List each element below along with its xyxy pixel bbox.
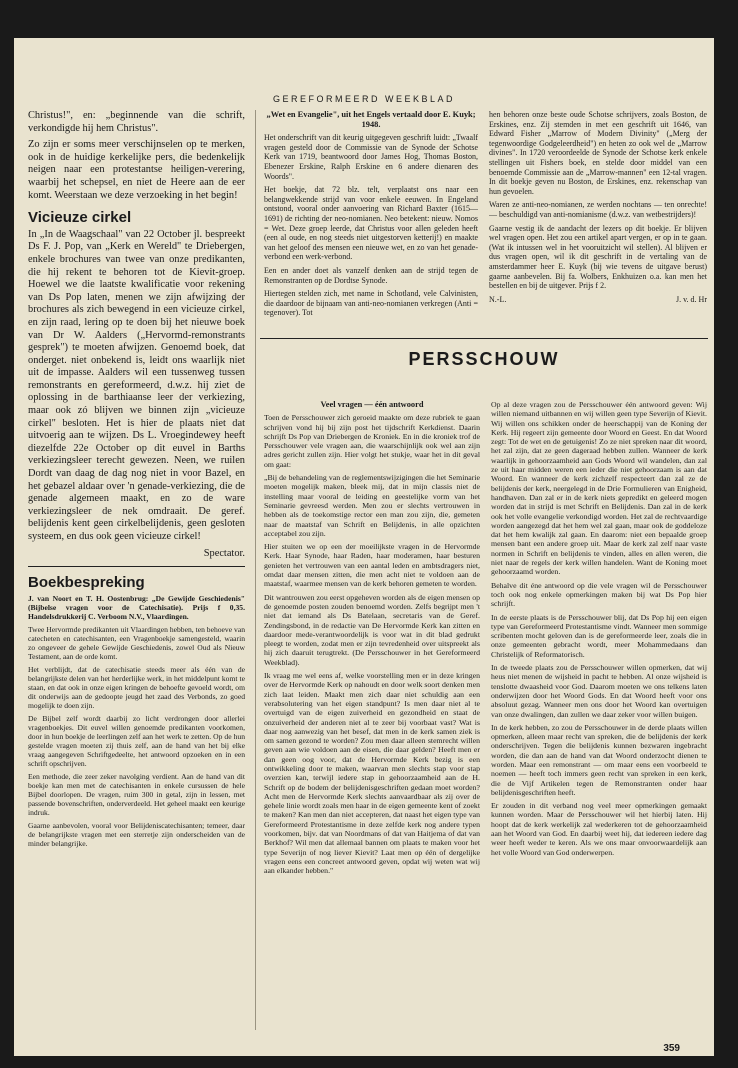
magazine-page — [14, 38, 714, 1056]
persschouw-q6: Er zouden in dit verband nog veel meer opmerkingen gemaakt kunnen worden. Maar de Persschouwer wil het hierbij laten. Hij hoopt dat de kerk werkelijk zal wederkeren tot de gehoorzaamheid aan het Woord van God. En daarbij weet hij, dat iedereen iedere dag weer heeft weder te keren. Als we ons maar onvoorwaardelijk aan het volle Woord van God onderwerpen. — [491, 801, 707, 857]
signature-left: N.-L. — [489, 294, 507, 304]
persschouw-right-column — [491, 400, 707, 1030]
intro-text: Christus!", en: „beginnende van die schrift, verkondigde hij hem Christus". — [28, 110, 245, 134]
persschouw-p2: „Bij de behandeling van de reglementswijzigingen die het Seminarie moeten mogelijk maken, bleek mij, dat in mijn classis niet de instelling maar vooral de leiding en geestelijke vorm van het Seminarie gevreesd werden. Men zou er slechts vertrouwen in hebben als de toekomstige rector een man zou zijn, die, gemeten naar de maatstaf van Schrift en Belijdenis, in alle opzichten acceptabel zou zijn. — [264, 473, 480, 538]
column-divider — [255, 110, 256, 1030]
persschouw-p3: Hier stuiten we op een der moeilijkste vragen in de Hervormde Kerk. Haar Synode, haar Raden, haar moderamen, haar besturen genieten het vertrouwen van een aantal leden en ambtsdragers niet, omdat daar mensen zitten, die men acht niet te voldoen aan de maatstaf, waarmee mensen van de kerk behoren gemeten te worden. — [264, 542, 480, 589]
signature-spectator: Spectator. — [203, 547, 245, 559]
wet-evangelie-p1: Het onderschrift van dit keurig uitgegeven geschrift luidt: „Twaalf vragen gesteld door de Commissie van de Synode der Schotse Kerk van 1719, beantwoord door James Hog, Thomas Boston, Ebenezer Erskine, Ralph Erskine en 6 andere dienaren des Woords". — [264, 133, 478, 181]
signature-right: J. v. d. Hr — [675, 294, 707, 304]
book-reference: J. van Noort en T. H. Oostenbrug: „De Gewijde Geschiedenis" (Bijbelse vragen voor de Catechisatie). Prijs f 0,35. Handelsdrukkerij C. Verboom N.V., Vlaardingen. — [28, 593, 245, 621]
persschouw-subtitle: Veel vragen — één antwoord — [320, 400, 424, 409]
persschouw-title: PERSSCHOUW — [408, 349, 560, 369]
persschouw-banner — [260, 338, 708, 370]
book-review-p1: Twee Hervormde predikanten uit Vlaardingen hebben, ten behoeve van catecheten en catechisanten, een Vragenboekje samengesteld, waarin zo ongeveer de gehele Gewijde Geschiedenis, zowel Oud als Nieuw Testament, aan de orde komt. — [28, 624, 245, 661]
wet-evangelie-p3: Een en ander doet als vanzelf denken aan de strijd tegen de Remonstranten op de Dordtse Synode. — [264, 265, 478, 285]
persschouw-q3: In de eerste plaats is de Persschouwer blij, dat Ds Pop hij een eigen type van Gereformeerd Protestantisme vindt. Wanneer men sommige scribenten mocht geloven dan is de gereformeerde leer, zoals die in onze gemeenten gebracht wordt, meer Mohammedaans dan Christelijk of Reformatorisch. — [491, 612, 707, 659]
book-review-p4: Een methode, die zeer zeker navolging verdient. Aan de hand van dit boekje kan men met de catechisanten in enkele cursussen de hele Bijbel doorlopen. De vragen, ruim 300 in getal, zijn in lessen, met passende bovenschriften, onderverdeeld. Het geheel maakt een keurige indruk. — [28, 771, 245, 817]
wet-evangelie-p2: Het boekje, dat 72 blz. telt, verplaatst ons naar een belangwekkende strijd van voor enkele eeuwen. In Engeland ontstond, vooral onder aanvoering van Richard Baxter (1615—1691) de richting der neo-nomianen. Neo betekent: nieuw. Nomos = Wet. Deze groep leerde, dat Christus voor allen geleden heeft (een al oude, en nog steeds niet uitgestorven ketterij!) en maakte van het geloof des mensen een nieuwe wet, en zo van het genade-verbond een werk-verbond. — [264, 185, 478, 262]
book-review-p2: Het verblijdt, dat de catechisatie steeds meer als één van de belangrijkste delen van het herderlijke werk, in het middelpunt komt te staan, en dat ook in onze eigen kringen de behoefte gevoeld wordt, om dit onderwijs aan de gedoopte jeugd het zaad des Verbonds, zo goed mogelijk te doen zijn. — [28, 664, 245, 710]
persschouw-q5: In de kerk hebben, zo zou de Persschouwer in de derde plaats willen opmerken, alleen maar recht van spreken, die de belijdenis der kerk onderschrijven. Tegen die belijdenis kunnen bezwaren ingebracht worden, die dan aan de hand van dat Woord onderzocht dienen te worden. Maar een remonstrant — om maar eens een voorbeeld te noemen — heeft toch immers geen recht van spreken in een kerk, die de Vijf Artikelen tegen de Remonstranten onder haar belijdenisgeschriften heeft. — [491, 722, 707, 797]
persschouw-p4: Dit wantrouwen zou eerst opgeheven worden als de eigen mensen op de genoemde posten zouden benoemd worden. Zelfs begrijpt men 't niet dat iemand als Ds Batelaan, secretaris van de Geref. Zendingsbond, in de redactie van De Hervormde Kerk kan zitten en daardoor mede-verantwoordelijk is voor wat in dit blad gedrukt pleegt te worden, zodat men er zijn tevredenheid over uitspreekt als hij zich daaruit terugtrekt. (De Persschouwer in het Gereformeerd Weekblad). — [264, 592, 480, 667]
persschouw-q2: Behalve dit éne antwoord op die vele vragen wil de Persschouwer toch ook nog enkele opmerkingen maken bij wat Ds Pop hier schrijft. — [491, 580, 707, 609]
signature-row — [489, 295, 707, 305]
vicieuze-body: In „In de Waagschaal" van 22 October jl. bespreekt Ds F. J. Pop, van „Kerk en Wereld" te Driebergen, enkele brochures van twee van onze predikanten, die hij rekent te behoren tot de Kievit-groep. Hoewel we die laatste kwalificatie voor rekening van Ds Pop laten, menen we zijn afwijzing der brochures als zich bewegend in een vicieuze cirkel, en zijn raad, lering op te doen bij het nieuwe boek van Dr W. Aalders („Hervormd-remonstrants gesprek") te moeten afwijzen. Genoemd boek, dat onderget. niet onbekend is, leidt ons waarlijk niet uit de impasse. Aalders wil een tussenweg tussen remonstrants en gereformeerd, d.w.z. hij ziet de oplossing in de barthiaanse leer der verkiezing, maar ook zó blijven we binnen zijn „vicieuze cirkel" besloten. Het is hier de plaats niet dat uitvoerig aan te wijzen. Ds L. Vroegindewey heeft diezelfde 22e October op dit euvel in Barths verkiezingsleer terecht gewezen. Neen, we ruilen Dordt van daag de dag nog niet in voor Bazel, en het gebazel aldaar over 'n genade-verkiezing, die de genade algemeen maakt, en zo de ware verkiezingsleer de nek omdraait. De geref. belijdenis kent geen cirkelbelijdenis, geen gesloten systeem, en dus ook geen vicieuze cirkel! — [28, 228, 245, 542]
section-title-vicieuze: Vicieuze cirkel — [28, 209, 132, 227]
persschouw-p5: Ik vraag me wel eens af, welke voorstelling men er in deze kringen over de Hervormde Kerk op nahoudt en door welk soort denken men zich laat leiden. Maakt men zich daar niet schuldig aan een verabsolutering van het eigen standpunt? Is men daar niet al te overtuigd van de eigen zuiverheid en gezondheid en staat de onzuiverheid der anderen niet al te zeer bij voorbaat vast? Wat is daar nog aanwezig van het besef, dat men in de kerk samen ziek is om samen gezond te worden? Zou men daar alleen stemrecht willen geven aan wie voldoen aan de eisen, die daar gelden? Heeft men er dan geen oog voor, dat de Hervormde Kerk bezig is een ontwikkeling door te maken, waarvan men slechts stap voor stap overzien kan, terwijl iedere stap in gehoorzaamheid aan de H. Schrift op de bodem der belijdenisgeschriften gedaan moet worden? Acht men de Hervormde Kerk slechts aanvaardbaar als zij over de gehele linie wordt zoals men haar in de eigen gemeente kent of zoekt te maken? Kan men dan niet accepteren, dat naast het eigen type van Gereformeerd Protestantisme in deze zelfde kerk nog andere typen voorkomen, bijv. dat van Noordmans of dat van Haitjema of dat van Berkhof? Wil men dat allemaal bannen om plaats te maken voor het type Severijn of nog liever Kievit? Laat men op één of dergelijke vragen eens een concreet antwoord geven, opdat wij weten wat wij aan elkander hebben." — [264, 671, 480, 876]
section-title-boek: Boekbespreking — [28, 574, 145, 592]
wet-evangelie-p7: Gaarne vestig ik de aandacht der lezers op dit boekje. Er blijven wel vragen open. Het zou een artikel apart vergen, er op in te gaan. (Wat ik intussen wel in het vooruitzicht wil stellen). Al blijven er dus vragen open, wil ik dit geschrift in de vertaling van de amsterdammer heer E. Kuyk (bij wie tevens de uitgave berust) gaarne aanbevelen. Bij fa. Wolbers, Enkhuizen o.a. kan men het bestellen en bij de uitgever. Prijs f 2. — [489, 223, 707, 291]
running-header: GEREFORMEERD WEEKBLAD — [272, 94, 456, 104]
book-review-p5: Gaarne aanbevolen, vooral voor Belijdeniscatechisanten; temeer, daar de belangrijkste vragen met een sterretje zijn onderscheiden van de minder belangrijke. — [28, 820, 245, 848]
intro-text-2: Zo zijn er soms meer verschijnselen op te merken, ook in de huidige kerkelijke pers, die bedenkelijk neigen naar een protestantse heiligen-verering, waarbij het schepsel, en niet de Heere aan de eer komt. Weerstaan we deze verzoeking in het begin! — [28, 139, 245, 201]
wet-evangelie-p5: hen behoren onze beste oude Schotse schrijvers, zoals Boston, de Erskines, enz. Zij stemden in met een geschrift uit 1646, van Edward Fisher „Marrow of Modern Divinity" („Merg der tegenwoordige Godgeleerdheid") en heten zo ook wel de „Marrow divines". In 1720 veroordeelde de Synode der Schotse kerk enkele stellingen uit Fishers boek, en stelde door middel van een benoemde Commissie aan de „Marrow-mannen" een 12-tal vragen. In dit boekje geven nu Boston, de Erskines, enz. rekenschap van hun gevoelen. — [489, 110, 707, 196]
wet-evangelie-reference: „Wet en Evangelie", uit het Engels vertaald door E. Kuyk; 1948. — [266, 110, 476, 129]
book-review-p3: De Bijbel zelf wordt daarbij zo licht verdrongen door allerlei vragenboekjes. Dit euvel willen genoemde predikanten voorkomen, door in hun boekje de leerlingen zelf aan het werk te zetten. Op de hun gestelde vragen moeten zij thuis zelf, aan de hand van het bij elke vraag aangegeven Schriftgedeelte, het antwoord opzoeken en in een schrift opschrijven. — [28, 713, 245, 768]
persschouw-q1: Op al deze vragen zou de Persschouwer één antwoord geven: Wij willen niemand uitbannen en wij willen geen type Severijn of Kievit. Wij willen ons schikken onder de heerschappij van de Koning der Kerk. Hij regeert zijn gemeente door Woord en Geest. En dat Woord zegt: Tot de wet en de getuigenis! Zo ze niet spreken naar dit woord, het zal zijn, dat ze geen dageraad hebben zullen. Wanneer de kerk waarlijk in gehoorzaamheid aan Gods Woord wil wandelen, dan zal ze uit haar midden weren een ieder die niet gehoorzaam is aan dat Woord. En wanneer de kerk zichzelf respecteert dan zal ze de belijdenis der kerk, neergelegd in de Drie Formulieren van Enigheid, handhaven. Dan zal er in de kerk niets gepredikt en geleerd mogen worden dat in strijd is met Schrift en Belijdenis. Dan zal in de kerk ook het volle evangelie verkondigd worden. Het zal de rechtvaardige worden aangezegd dat het hem wel zal gaan, maar ook de goddeloze dat het hem kwalijk zal gaan. En daarom: niet een bepaalde groep mensen bant een andere groep uit. Maar de kerk zal zelf naar vaste normen in Schrift en belijdenis te vinden, alles en allen weren, die niet naar de regels der kerk willen handelen. Want de Koning moet gehoorzaamd worden. — [491, 400, 707, 577]
wet-evangelie-p6: Waren ze anti-neo-nomianen, ze werden nochtans — ten onrechte! — beschuldigd van anti-nomianisme (d.w.z. van wetbestrijders)! — [489, 200, 707, 219]
page-number: 359 — [663, 1043, 680, 1054]
persschouw-p1: Toen de Persschouwer zich geroeid maakte om deze rubriek te gaan schrijven vond hij bij zijn post het tijdschrift Kerkdienst. Daarin schrijft Ds Pop van Driebergen de Kroniek. En in die kroniek trof de Persschouwer vele vragen aan, die waarschijnlijk ook wel aan zijn adres gericht zullen zijn. Hier volgt het stukje, waar het in dit geval om gaat: — [264, 413, 480, 469]
section-divider — [28, 566, 245, 567]
persschouw-q4: In de tweede plaats zou de Persschouwer willen opmerken, dat wij heus niet menen de wijsheid in pacht te hebben. Al onze wijsheid is tenslotte dwaasheid voor God. Daarom moeten we ons telkens laten onderwijzen door het Woord Gods. En dat Woord heeft voor ons absoluut gezag. Wanneer men ons door het Woord kan overtuigen van onze dwalingen, dan zullen we daar zeker voor willen buigen. — [491, 663, 707, 719]
persschouw-left-column — [264, 400, 480, 1030]
wet-evangelie-p4: Hiertegen stelden zich, met name in Schotland, vele Calvinisten, die daardoor de bijnaam van anti-neo-nomianen verkregen (Anti = tegenover). Tot — [264, 289, 478, 318]
left-column — [28, 110, 245, 980]
